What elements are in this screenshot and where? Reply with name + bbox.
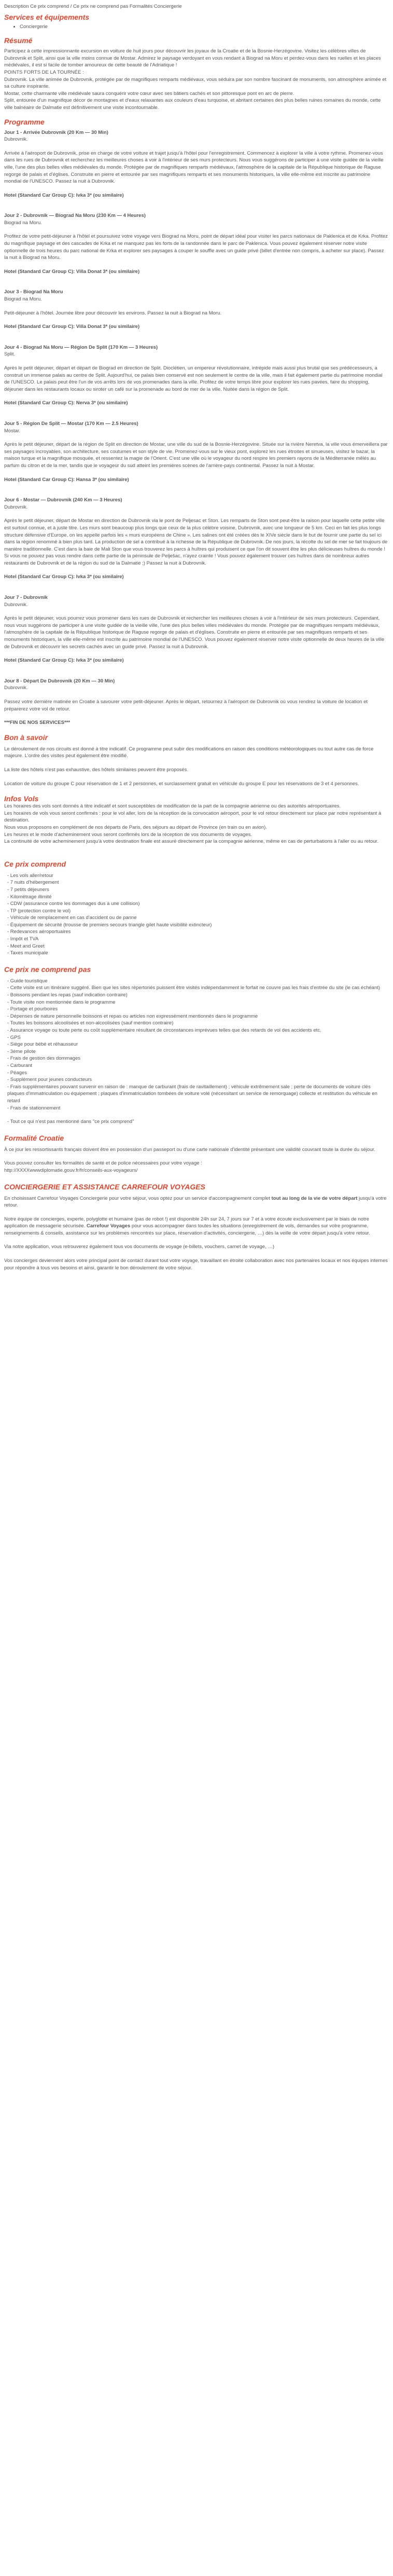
conciergerie-brand: Carrefour Voyages [86, 1223, 131, 1229]
day-heading: Jour 4 - Biograd Na Moru — Région De Split (170 Km — 3 Heures) [4, 344, 158, 350]
conciergerie-paragraph [4, 1216, 389, 1237]
day-hotel: Hotel (Standard Car Group C): Nerva 3* (ou similaire) [4, 400, 128, 406]
list-item: - Carburant [7, 1062, 33, 1068]
day-block [4, 344, 389, 407]
page [0, 0, 393, 1271]
day-body: Profitez de votre petit-déjeuner à l'hôtel et poursuivez votre voyage vers Biograd na Moru, point de départ idéal pour visiter les parcs nationaux de Paklenica et de Krka. Profitez du magnifique paysage et des cascades de Krka et ne manquez pas les forts de la randonnée dans le parc de Paklenica. Vous pouvez également réserver notre visite optionnelle de trois heures du parc national de Krka et explorer ses paysages à couper le souffle avec un guide privé (billet d'entrée non compris, à acheter sur place). Passez la nuit à Biograd na Moru. [4, 234, 388, 261]
day-block [4, 212, 389, 275]
day-block [4, 678, 389, 727]
info-paragraph: Le déroulement de nos circuits est donné à titre indicatif. Ce programme peut subir des modifications en raison des conditions météorologiques ou tout autre cas de force majeure. L'ordre des visites peut également être modifié. [4, 746, 374, 759]
list-item: - Redevances aéroportuaires [7, 929, 71, 935]
conciergerie-intro-end: jusqu'à votre retour. [4, 1195, 387, 1209]
day-hotel: Hotel (Standard Car Group C): Villa Donat 3* (ou similaire) [4, 324, 140, 330]
resume-paragraph: Dubrovnik. La ville animée de Dubrovnik, protégée par de magnifiques remparts médiévaux, vous séduira par son nombre fascinant de monuments, son atmosphère animée et sa culture inspirante. [4, 76, 387, 90]
list-item: - Équipement de sécurité (trousse de premiers secours triangle gilet haute visibilité extincteur) [7, 922, 212, 928]
day-heading: Jour 5 - Région De Split — Mostar (170 Km — 2.5 Heures) [4, 420, 138, 427]
day-hotel: Hotel (Standard Car Group C): Ivka 3* (ou similaire) [4, 192, 124, 198]
programme-title: Programme [4, 117, 45, 126]
day-subheading: Biograd na Moru. [4, 220, 42, 226]
conciergerie-intro [4, 1195, 389, 1209]
list-item: - Dépenses de nature personnelle boissons et repas ou articles non expressément mentionnés dans le programme [7, 1013, 258, 1019]
conciergerie-intro-highlight: tout au long de la vie de votre départ [271, 1195, 358, 1201]
list-item: - GPS [7, 1034, 21, 1040]
list-item: - Taxes municipale [7, 950, 48, 956]
list-item: - 3ème pilote [7, 1048, 36, 1054]
resume-paragraph: POINTS FORTS DE LA TOURNÉE : [4, 69, 84, 75]
day-subheading: Biograd na Moru. [4, 296, 42, 303]
day-hotel: Hotel (Standard Car Group C): Villa Donat 3* (ou similaire) [4, 268, 140, 275]
day-body: Arrivée à l'aéroport de Dubrovnik, prise en charge de votre voiture et trajet jusqu'à l'hôtel pour l'enregistrement. Commencez à explorer la ville à votre rythme. Promenez-vous dans les rues de Dubrovnik et recherchez les meilleures choses à voir à l'intérieur de ses murs protecteurs. Nous vous suggérons de participer à une visite guidée de la vieille ville, l'une des plus belles villes médiévales du monde. Protégée par de magnifiques remparts médiévaux, l'atmosphère de la capitale de la République historique de Raguse regorge de palais et d'églises. Construite en pierre et entourée par ses magnifiques remparts et ses monuments historiques, la ville elle-même est inscrite au patrimoine mondial de l'UNESCO. Passez la nuit à Dubrovnik. [4, 150, 384, 185]
day-heading: Jour 7 - Dubrovnik [4, 595, 48, 601]
day-heading: Jour 8 - Départ De Dubrovnik (20 Km — 30 Min) [4, 678, 115, 684]
prix-ne-comprend-list [4, 978, 389, 1126]
formalite-paragraph: Vous pouvez consulter les formalités de santé et de police nécessaires pour votre voyage : [4, 1160, 202, 1167]
resume-title: Résumé [4, 36, 33, 45]
list-item: - Les vols aller/retour [7, 872, 53, 879]
formalite-title: Formalité Croatie [4, 1133, 64, 1142]
list-item: - CDW (assurance contre les dommages dus à une collision) [7, 901, 140, 907]
conciergerie-intro-text: En choisissant Carrefour Voyages Conciergerie pour votre séjour, vous optez pour un service d'accompagnement complet [4, 1195, 272, 1201]
day-body: Après le petit déjeuner, départ de Mostar en direction de Dubrovnik via le pont de Peljesac et Ston. Les remparts de Ston sont peut-être la raison pour laquelle cette petite ville est surtout connue, et à juste titre. Les murs sont beaucoup plus longs que ceux de la plus célèbre voisine, Dubrovnik, avec une longueur de 5 km. Ceci en fait les plus longs structure défensive d'Europe, on les appelle parfois les « murs européens de Chine ». Les salines ont été créées dès le XIVe siècle dans le but de fournir une partie du sel ici dans la région renommé à bien plus tard. La production de sel a contribué à la richesse de la République de Dubrovnik. De nos jours, la récolte du sel de mer se fait toujours de manière traditionnelle. C'est dans la baie de Mali Ston que vous trouverez les parcs à huîtres qui produisent ce que l'on dit souvent être les plus délicieuses huîtres du monde ! Si vous ne pouvez pas vous rendre dans cette partie de la péninsule de Pelješac, n'ayez crainte ! Vous pouvez également trouver ces huîtres dans de nombreux autres restaurants de Dubrovnik et de la région du sud de la Dalmatie ;) Passez la nuit à Dubrovnik. [4, 518, 388, 566]
info-paragraph: Nous vous proposons en complément de nos départs de Paris, des séjours au départ de Province (en train ou en avion). [4, 824, 267, 830]
list-item: - Boissons pendant les repas (sauf indication contraire) [7, 992, 128, 998]
resume-paragraph: Participez à cette impressionnante excursion en voiture de huit jours pour découvrir les joyaux de la Croatie et de la Bosnie-Herzégovine. Visitez les célèbres villes de Dubrovnik et Split, ainsi que la ville moins connue de Mostar. Admirez le paysage verdoyant en vous rendant à Biograd na Moru et perdez-vous dans les ruelles et les places médiévales, il est si facile de tomber amoureux de cette beauté de l'Adriatique ! [4, 48, 381, 68]
day-body: Après le petit déjeuner, vous pourrez vous promener dans les rues de Dubrovnik et rechercher les meilleures choses à voir à l'intérieur de ses murs protecteurs. Cependant, nous vous suggérons de participer à une visite guidée de la vieille ville, l'une des plus belles villes médiévales du monde. Protégée par de magnifiques remparts médiévaux, l'atmosphère de la capitale de la République historique de Raguse regorge de palais et d'églises. Construite en pierre et entourée par ses magnifiques remparts et ses monuments historiques, la ville elle-même est inscrite au patrimoine mondial de l'UNESCO. Vous pouvez également réserver notre visite optionnelle de deux heures de la ville de Dubrovnik et découvrir les secrets cachés avec un guide privé. Passez la nuit à Dubrovnik. [4, 615, 385, 650]
day-body: Petit-déjeuner à l'hôtel. Journée libre pour découvrir les environs. Passez la nuit à Biograd na Moru. [4, 310, 221, 316]
info-paragraph: Location de voiture du groupe C pour réservation de 1 et 2 personnes, et surclassement gratuit en véhicule du groupe E pour les réservations de 3 et 4 personnes. [4, 780, 359, 787]
list-item: - Supplément pour jeunes conducteurs [7, 1077, 92, 1083]
list-item: - Toutes les boissons alcoolisées et non-alcoolisées (sauf mention contraire) [7, 1020, 174, 1026]
day-hotel: Hotel (Standard Car Group C): Hansa 3* (ou similaire) [4, 476, 129, 483]
day-heading: Jour 1 - Arrivée Dubrovnik (20 Km — 30 Min) [4, 129, 108, 135]
day-subheading: Dubrovnik. [4, 504, 28, 510]
day-block [4, 497, 389, 581]
list-item: - Meet and Greet [7, 943, 45, 949]
conciergerie-para-end: pour vous accompagner dans toutes les situations (enregistrement de vols, demandes sur votre programme, renseignements & conseils, assistance sur les problèmes rencontrés sur place, réservation d'activités, conciergerie, …) dès la veille de votre départ jusqu'à votre retour. [4, 1223, 370, 1236]
day-hotel: Hotel (Standard Car Group C): Ivka 3* (ou similaire) [4, 657, 124, 664]
formalite-link[interactable]: http://XXXXwwwdiplomatie.gouv.fr/fr/conseils-aux-voyageurs/ [4, 1167, 138, 1173]
prix-comprend-list [4, 872, 389, 957]
day-subheading: Mostar. [4, 428, 21, 434]
day-block [4, 420, 389, 483]
list-item: - TP (protection contre le vol) [7, 908, 71, 914]
list-item: - Frais supplémentaires pouvant survenir en raison de : manque de carburant (frais de ravitaillement) ; véhicule extrêmement sale ; perte de documents de voiture clés plaques d'immatriculation ou équipement ; plaques d'immatriculation tombées de voiture volé (nécessitant un service de remorquage) collecte et restitution du véhicule en retard [7, 1084, 377, 1104]
conciergerie-paragraph: Vos concierges deviennent alors votre principal point de contact durant tout votre voyage, travaillant en étroite collaboration avec nos partenaires locaux et nos équipes internes pour répondre à tous vos besoins et ainsi, garantir le bon déroulement de votre séjour. [4, 1258, 388, 1271]
list-item: - Véhicule de remplacement en cas d'accident ou de panne [7, 915, 137, 921]
list-item: - Siège pour bébé et réhausseur [7, 1042, 78, 1048]
services-title: Services et équipements [4, 12, 90, 21]
info-paragraph: La continuité de votre acheminement jusqu'à votre destination finale est assuré directement par la compagnie aérienne, même en cas de perturbations à l'aller ou au retour. [4, 839, 378, 845]
list-item: - Tout ce qui n'est pas mentionné dans "ce prix comprend" [7, 1119, 134, 1125]
prix-ne-comprend-title: Ce prix ne comprend pas [4, 965, 91, 974]
list-item: - Kilométrage illimité [7, 894, 52, 900]
list-item: - Frais de stationnement [7, 1105, 61, 1111]
day-subheading: Dubrovnik. [4, 601, 28, 608]
day-heading: Jour 2 - Dubrovnik — Biograd Na Moru (230 Km — 4 Heures) [4, 213, 146, 219]
list-item: • Conciergerie [20, 23, 389, 31]
list-item: - Toute visite non mentionnée dans le programme [7, 999, 116, 1005]
day-body: Passez votre dernière matinée en Croatie à savourer votre petit-déjeuner. Après le départ, retournez à l'aéroport de Dubrovnik où vous rendrez la voiture de location et préparerez votre vol de retour. [4, 699, 368, 712]
conciergerie-para-text: Notre équipe de concierges, experte, polyglotte et humaine (pas de robot !) est disponible 24h sur 24, 7 jours sur 7 et à votre écoute exclusivement par le biais de notre application de messagerie sécurisée. [4, 1216, 369, 1229]
list-item: - Guide touristique [7, 978, 48, 984]
list-item: - 7 nuits d'hébergement [7, 880, 59, 886]
day-block [4, 594, 389, 664]
resume-paragraph: Mostar, cette charmante ville médiévale saura conquérir votre cœur avec ses bâtiers cachés et son pittoresque pont en arc de pierre. [4, 90, 294, 97]
infos-vols-title: Infos Vols [4, 794, 39, 803]
day-heading: Jour 6 - Mostar — Dubrovnik (240 Km — 3 Heures) [4, 497, 122, 503]
day-hotel: ***FIN DE NOS SERVICES*** [4, 720, 71, 726]
info-paragraph: La liste des hôtels n'est pas exhaustive, des hôtels similaires peuvent être proposés. [4, 766, 189, 773]
day-body: Après le petit déjeuner, départ de la région de Split en direction de Mostar, une ville du sud de la Bosnie-Herzégovine. Située sur la rivière Neretva, la ville vous émerveillera par ses paysages incroyables, son architecture, ses coutumes et son style de vie. Promenez-vous sur le vieux pont, explorez les rues étroites et sinueuses, visitez le bazar, la maison turque et la magnifique mosquée, et ressentez la magie de l'Orient. C'est une ville où le voyageur du nord respire les premiers rayons de la Méditerranée mêlés au parfum du citron et de la mer, tandis que le voyageur du sud atteint les premières scènes de l'arrière-pays continental. Passez la nuit à Mostar. [4, 442, 388, 469]
formalite-paragraph: À ce jour les ressortissants français doivent être en possession d'un passeport ou d'une carte nationale d'identité présentant une validité couvrant toute la durée du séjour. [4, 1146, 375, 1153]
day-subheading: Dubrovnik. [4, 136, 28, 143]
breadcrumb: Description Ce prix comprend / Ce prix ne comprend pas Formalités Conciergerie [4, 4, 182, 9]
list-item: - Assurance voyage ou toute perte ou coût supplémentaire résultant de circonstances imprévues telles que des retards de vol des accidents etc. [7, 1027, 321, 1033]
conciergerie-paragraph: Via notre application, vous retrouverez également tous vos documents de voyage (e-billets, vouchers, carnet de voyage, …) [4, 1244, 275, 1250]
list-item: - Impôt et TVA [7, 936, 39, 942]
bon-a-savoir-title: Bon à savoir [4, 733, 48, 742]
info-paragraph: Les horaires de vols vous seront confirmés : pour le vol aller, lors de la réception de la convocation aéroport, pour le vol retour directement sur place par notre représentant à destination. [4, 810, 382, 824]
day-block [4, 289, 389, 330]
services-list [4, 23, 389, 31]
conciergerie-title: CONCIERGERIE ET ASSISTANCE CARREFOUR VOYAGES [4, 1182, 205, 1191]
list-item: - Péages [7, 1070, 27, 1076]
info-paragraph: Les heures et le mode d'acheminement vous seront confirmés lors de la réception de vos documents de voyages. [4, 831, 252, 838]
day-hotel: Hotel (Standard Car Group C): Ivka 3* (ou similaire) [4, 574, 124, 580]
list-item: - Frais de gestion des dommages [7, 1056, 80, 1062]
list-item: - 7 petits déjeuners [7, 886, 49, 893]
resume-paragraph: Split, entourée d'un magnifique décor de montagnes et d'eaux relaxantes aux couleurs d'eau turquoise, et abritant certaines des plus belles ruines romaines du monde, cette ville balnéaire de Dalmatie est définitivement une visite incontournable. [4, 98, 381, 111]
day-body: Après le petit déjeuner, départ et départ de Biograd en direction de Split. Dioclétien, un empereur révolutionnaire, intrépide mais aussi plus brutal que ses prédécesseurs, a construit un immense palais au centre de Split. Aujourd'hui, ce palais bien conservé est non seulement le centre de la ville, mais il fait également partie du patrimoine mondial de l'UNESCO. Le palais peut être l'un de vos arrêts lors de vos promenades dans la ville. Profitez de votre temps libre pour explorer les rues pavées, faire du shopping, déjeuner dans les restaurants locaux ou siroter un café sur la promenade au bord de mer de la ville. Nuitée dans la région de Split. [4, 365, 383, 392]
day-block [4, 129, 389, 199]
day-heading: Jour 3 - Biograd Na Moru [4, 289, 63, 295]
list-item: - Portage et pourboires [7, 1006, 58, 1012]
prix-comprend-title: Ce prix comprend [4, 859, 66, 868]
info-paragraph: Les horaires des vols sont donnés à titre indicatif et sont susceptibles de modification de la part de la compagnie aérienne ou des autorités aéroportuaires. [4, 803, 341, 810]
day-subheading: Split. [4, 351, 16, 358]
list-item: - Cette visite est un itinéraire suggéré. Bien que les sites répertoriés puissent être visités indépendamment le forfait ne couvre pas les frais d'entrée du site (le cas échéant) [7, 985, 380, 991]
day-subheading: Dubrovnik. [4, 685, 28, 691]
